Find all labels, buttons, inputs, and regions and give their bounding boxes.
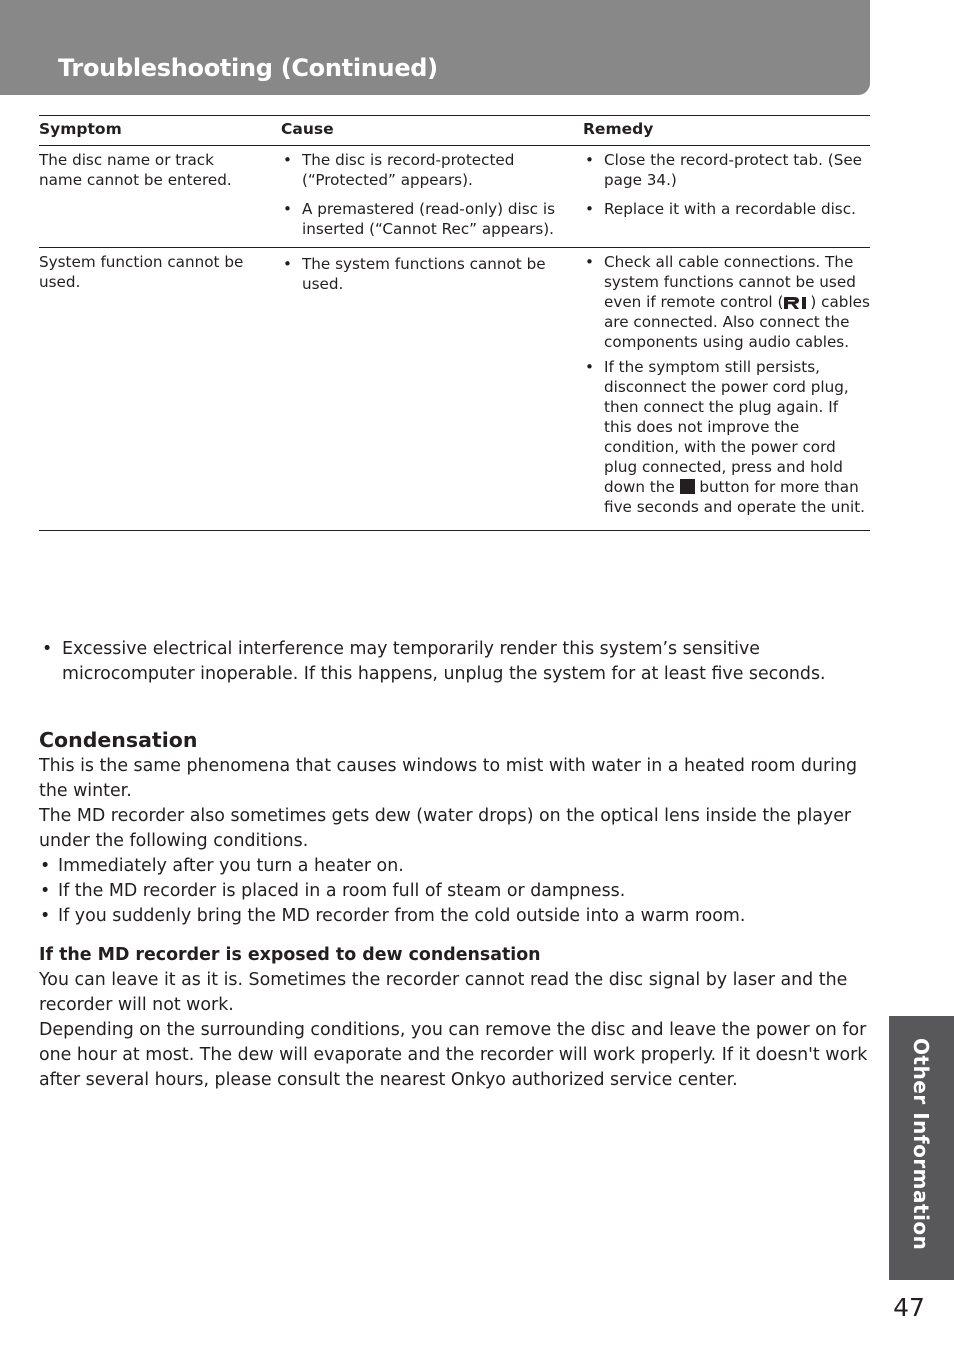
symptom-cell — [39, 146, 281, 248]
remedy-list — [583, 252, 870, 517]
stop-button-icon — [680, 479, 695, 494]
column-header-cause: Cause — [281, 116, 583, 146]
cause-cell — [281, 146, 583, 248]
remedy-cell — [583, 146, 870, 248]
table-row — [39, 248, 870, 531]
paragraph: Depending on the surrounding conditions, you can remove the disc and leave the power on for one hour at most. The dew will evaporate and the recorder will work properly. If it doesn't work after several hours, please consult the nearest Onkyo authorized service center. — [39, 1020, 868, 1090]
section-heading: Condensation — [39, 728, 198, 752]
remedy-text-before: Check all cable connections. The system functions cannot be used even if remote control ( — [604, 253, 856, 311]
table-header-row — [39, 116, 870, 146]
cause-list — [281, 252, 583, 294]
list-item: • If you suddenly bring the MD recorder from the cold outside into a warm room. — [39, 904, 870, 929]
condition-list — [39, 854, 870, 929]
list-item — [583, 357, 870, 517]
remedy-text-after: button for more than five seconds and operate the unit. — [604, 478, 865, 516]
list-item: • Replace it with a recordable disc. — [583, 199, 870, 219]
troubleshooting-table — [39, 115, 870, 531]
remedy-text-after: ) cables are connected. Also connect the components using audio cables. — [604, 293, 870, 351]
paragraph: This is the same phenomena that causes windows to mist with water in a heated room during the winter. — [39, 756, 858, 801]
list-item: • A premastered (read-only) disc is inserted (“Cannot Rec” appears). — [281, 199, 563, 239]
list-item: • Close the record-protect tab. (See page 34.) — [583, 150, 870, 190]
list-item — [583, 252, 870, 352]
column-header-symptom: Symptom — [39, 116, 281, 146]
condensation-section — [39, 726, 870, 1093]
list-item: • The disc is record-protected (“Protected” appears). — [281, 150, 563, 190]
paragraph: The MD recorder also sometimes gets dew (water drops) on the optical lens inside the player under the following conditions. — [39, 806, 852, 851]
cause-list — [281, 150, 583, 239]
side-tab-label: Other Information — [909, 1038, 933, 1251]
column-header-remedy: Remedy — [583, 116, 870, 146]
note-text: • Excessive electrical interference may temporarily render this system’s sensitive microcomputer inoperable. If this happens, unplug the system for at least five seconds. — [39, 637, 870, 687]
remedy-cell — [583, 248, 870, 531]
subsection-heading: If the MD recorder is exposed to dew condensation — [39, 945, 541, 965]
ri-logo-icon — [783, 295, 810, 309]
page-header — [0, 0, 870, 95]
table-row — [39, 146, 870, 248]
list-item: • If the MD recorder is placed in a room full of steam or dampness. — [39, 879, 870, 904]
symptom-cell — [39, 248, 281, 531]
symptom-text: System function cannot be used. — [39, 253, 244, 291]
cause-cell — [281, 248, 583, 531]
interference-note — [39, 637, 870, 687]
list-item: • The system functions cannot be used. — [281, 254, 563, 294]
symptom-text: The disc name or track name cannot be entered. — [39, 151, 232, 189]
remedy-text-before: If the symptom still persists, disconnect the power cord plug, then connect the plug again. If this does not improve the condition, with the power cord plug connected, press and hold down the — [604, 358, 849, 496]
paragraph: You can leave it as it is. Sometimes the recorder cannot read the disc signal by laser and the recorder will not work. — [39, 970, 848, 1015]
page-number: 47 — [893, 1293, 925, 1322]
section-side-tab — [889, 1016, 954, 1280]
list-item: • Immediately after you turn a heater on. — [39, 854, 870, 879]
page-title: Troubleshooting (Continued) — [58, 54, 438, 82]
remedy-list — [583, 150, 870, 219]
